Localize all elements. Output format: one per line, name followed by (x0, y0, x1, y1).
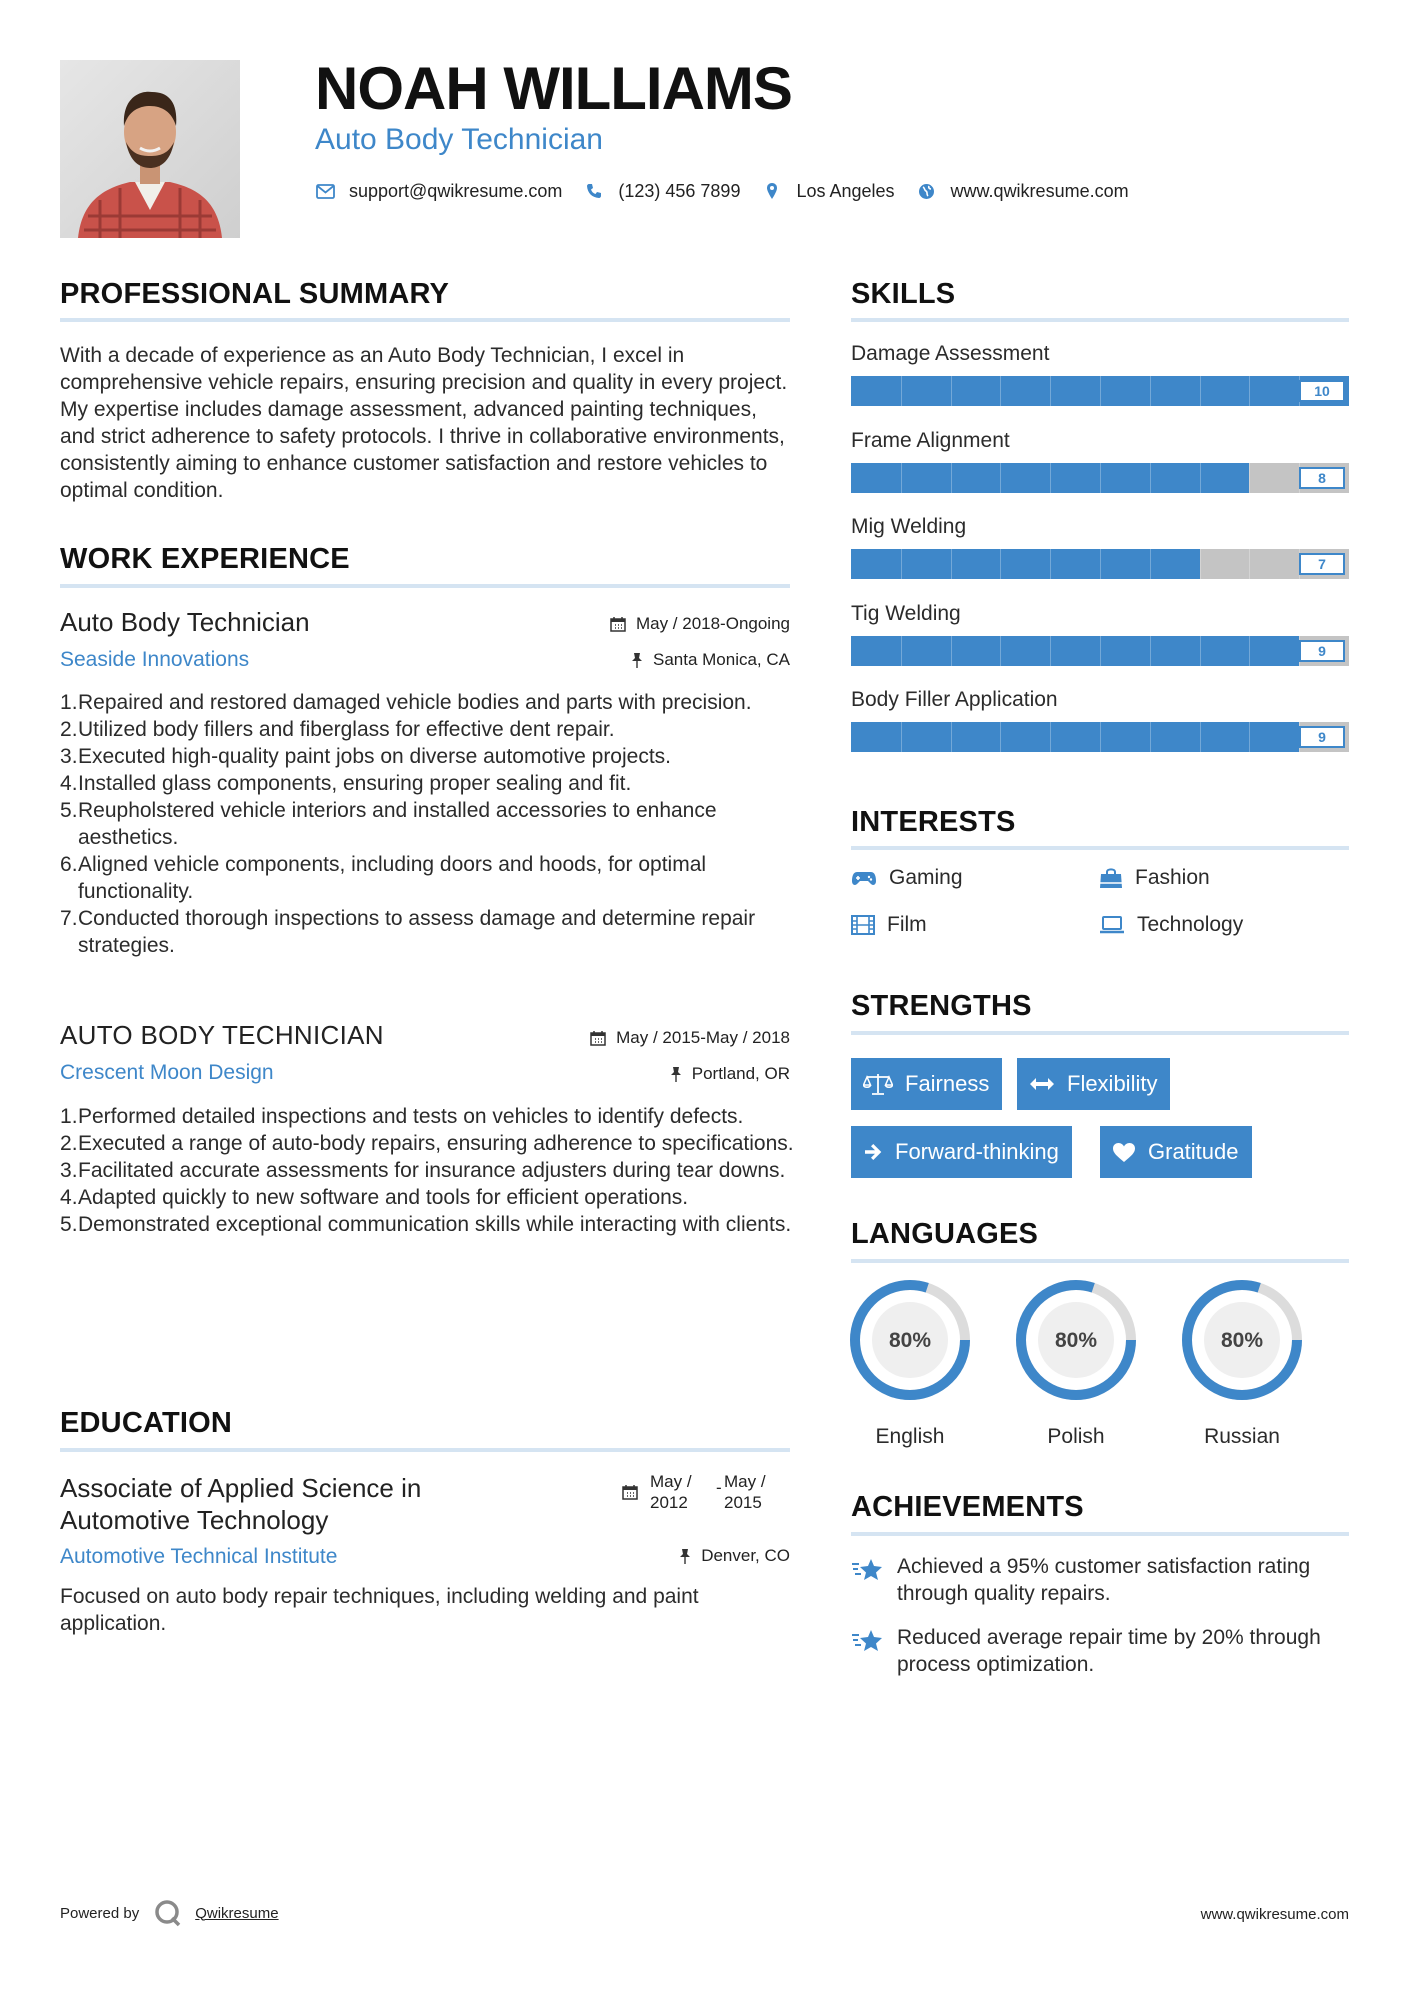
skill-bar-segment (1249, 722, 1250, 752)
skill-row (851, 513, 1349, 579)
skill-bar-segment (1100, 722, 1101, 752)
skill-bar-segment (1200, 463, 1201, 493)
duty-item: Reupholstered vehicle interiors and installed accessories to enhance aesthetics. (78, 799, 717, 849)
duty-item: Repaired and restored damaged vehicle bodies and parts with precision. (78, 691, 752, 714)
skill-bar-segment (1150, 722, 1151, 752)
education-location (520, 1546, 790, 1566)
duty-item: Conducted thorough inspections to assess damage and determine repair strategies. (78, 907, 756, 957)
footer-url[interactable]: www.qwikresume.com (1200, 1906, 1349, 1923)
experience-heading: WORK EXPERIENCE (60, 543, 350, 575)
skill-bar-segment (1249, 549, 1250, 579)
education-description: Focused on auto body repair techniques, including welding and paint application. (60, 1585, 699, 1635)
skill-bar-segment (1100, 376, 1101, 406)
skill-bar-segment (951, 636, 952, 666)
skill-bar-segment (951, 722, 952, 752)
language-name: English (875, 1425, 945, 1448)
skill-bar-fill (851, 636, 1299, 666)
strength-forward-thinking (851, 1126, 1072, 1178)
skills-divider (851, 318, 1349, 322)
skill-bar-segment (901, 636, 902, 666)
skill-bar-segment (1100, 463, 1101, 493)
skill-bar-segment (1200, 376, 1201, 406)
skill-name: Mig Welding (851, 515, 967, 538)
pushpin-icon (631, 652, 643, 669)
skill-bar-segment (1150, 549, 1151, 579)
skill-bar-segment (1000, 636, 1001, 666)
strength-label: Flexibility (1067, 1071, 1158, 1096)
heart-icon (1112, 1142, 1136, 1163)
achievement-item-2 (851, 1624, 1349, 1678)
phone-icon (584, 181, 604, 201)
job-1-location-text: Santa Monica, CA (652, 650, 790, 669)
education-start-year: 2012 (650, 1493, 688, 1512)
duty-item: Utilized body fillers and fiberglass for effective dent repair. (78, 718, 615, 741)
skill-name: Body Filler Application (851, 688, 1058, 711)
job-1-location (520, 650, 790, 670)
skills-heading: SKILLS (851, 278, 956, 310)
strength-gratitude (1100, 1126, 1252, 1178)
interest-technology (1099, 913, 1243, 937)
strengths-divider (851, 1031, 1349, 1035)
skill-bar-segment (1000, 376, 1001, 406)
skill-bar-segment (901, 722, 902, 752)
language-item (1014, 1278, 1138, 1449)
language-ring (1180, 1278, 1304, 1402)
skill-bar-segment (1150, 636, 1151, 666)
duty-item: Performed detailed inspections and tests on vehicles to identify defects. (78, 1105, 744, 1128)
achievements-heading: ACHIEVEMENTS (851, 1491, 1084, 1523)
summary-divider (60, 318, 790, 322)
skill-bar-segment (1200, 636, 1201, 666)
job-2-dates-text: May / 2015-May / 2018 (616, 1028, 790, 1047)
skill-level-badge: 9 (1299, 726, 1345, 748)
skill-bar (851, 376, 1349, 406)
website-text: www.qwikresume.com (950, 180, 1129, 201)
summary-heading: PROFESSIONAL SUMMARY (60, 278, 450, 310)
pushpin-icon (679, 1548, 691, 1565)
skill-name: Tig Welding (851, 601, 961, 625)
skill-row (851, 686, 1349, 752)
candidate-title: Auto Body Technician (315, 123, 603, 156)
strengths-heading: STRENGTHS (851, 990, 1032, 1022)
contact-location (762, 181, 894, 202)
phone-text: (123) 456 7899 (618, 180, 741, 201)
language-name: Polish (1047, 1425, 1105, 1448)
skill-name: Frame Alignment (851, 428, 1010, 452)
skill-bar-segment (1200, 549, 1201, 579)
skill-bar (851, 463, 1349, 493)
skill-bar-segment (1050, 463, 1051, 493)
map-marker-icon (762, 181, 782, 201)
skill-bar-segment (1150, 463, 1151, 493)
laptop-icon (1099, 916, 1125, 934)
duty-item: Facilitated accurate assessments for insurance adjusters during tear downs. (78, 1159, 786, 1182)
skill-bar-segment (1050, 722, 1051, 752)
calendar-icon (590, 1030, 606, 1046)
skill-bar-segment (1100, 636, 1101, 666)
skill-bar-segment (1100, 549, 1101, 579)
skill-bar-fill (851, 549, 1200, 579)
interest-label: Fashion (1135, 866, 1210, 889)
skill-level-badge: 8 (1299, 467, 1345, 489)
skill-bar-segment (901, 376, 902, 406)
shopping-bag-icon (1099, 867, 1123, 889)
strength-label: Forward-thinking (895, 1139, 1059, 1164)
duty-item: Installed glass components, ensuring proper sealing and fit. (78, 772, 632, 795)
skill-bar-segment (1200, 722, 1201, 752)
education-heading: EDUCATION (60, 1407, 233, 1439)
qwikresume-logo-icon (153, 1898, 183, 1928)
job-1-title: Auto Body Technician (60, 607, 310, 637)
strength-label: Fairness (905, 1071, 990, 1096)
duty-item: Executed high-quality paint jobs on diverse automotive projects. (78, 745, 672, 768)
footer-powered (60, 1898, 279, 1928)
pushpin-icon (670, 1066, 682, 1083)
skill-row (851, 427, 1349, 493)
language-name: Russian (1204, 1425, 1280, 1448)
strength-flexibility (1017, 1058, 1170, 1110)
interest-label: Gaming (889, 866, 963, 889)
calendar-icon (622, 1484, 638, 1500)
skill-bar-segment (951, 376, 952, 406)
film-icon (851, 915, 875, 935)
contact-phone[interactable] (584, 181, 740, 202)
languages-heading: LANGUAGES (851, 1218, 1039, 1250)
interests-divider (851, 846, 1349, 850)
qwikresume-link[interactable]: Qwikresume (195, 1904, 279, 1922)
experience-divider (60, 584, 790, 588)
achievement-item-1 (851, 1553, 1349, 1607)
skill-bar-segment (1050, 636, 1051, 666)
skill-bar-segment (1000, 549, 1001, 579)
skill-bar-segment (901, 463, 902, 493)
profile-photo (60, 60, 240, 238)
strength-label: Gratitude (1148, 1139, 1239, 1164)
candidate-name: NOAH WILLIAMS (315, 55, 792, 122)
achievement-text: Reduced average repair time by 20% through process optimization. (897, 1626, 1321, 1676)
skill-bar-segment (1249, 376, 1250, 406)
contact-website[interactable] (917, 181, 1129, 202)
skill-level-badge: 9 (1299, 640, 1345, 662)
skill-bar-segment (1150, 376, 1151, 406)
duty-item: Demonstrated exceptional communication skills while interacting with clients. (78, 1213, 792, 1236)
language-item (1180, 1278, 1304, 1449)
shooting-star-icon (851, 1555, 885, 1585)
summary-text: With a decade of experience as an Auto Body Technician, I excel in comprehensive vehicle repairs, ensuring precision and quality in every project. My expertise includes damage assessment, advanced painting techniques, and strict adherence to safety protocols. I thrive in collaborative environments, consistently aiming to enhance customer satisfaction and restore vehicles to optimal condition. (60, 344, 788, 502)
skill-bar (851, 722, 1349, 752)
interests-heading: INTERESTS (851, 806, 1016, 838)
job-2-dates (480, 1028, 790, 1048)
skill-bar-segment (1000, 463, 1001, 493)
skill-bar-segment (951, 463, 952, 493)
job-1-company: Seaside Innovations (60, 648, 250, 671)
language-ring (1014, 1278, 1138, 1402)
education-degree-line2: Automotive Technology (60, 1505, 329, 1535)
job-1-dates-text: May / 2018-Ongoing (635, 614, 790, 633)
skill-name: Damage Assessment (851, 342, 1050, 365)
envelope-icon (315, 181, 335, 201)
arrow-right-icon (863, 1142, 883, 1162)
job-1-dates (520, 614, 790, 634)
skill-bar (851, 636, 1349, 666)
job-2-title: AUTO BODY TECHNICIAN (60, 1020, 384, 1050)
job-2-company: Crescent Moon Design (60, 1061, 274, 1084)
duty-item: Executed a range of auto-body repairs, ensuring adherence to specifications. (78, 1132, 794, 1155)
education-school: Automotive Technical Institute (60, 1545, 338, 1568)
globe-icon (917, 181, 937, 201)
education-location-text: Denver, CO (701, 1546, 790, 1565)
contact-bar (315, 176, 1151, 206)
calendar-icon (610, 616, 626, 632)
skill-bar-segment (1050, 376, 1051, 406)
gamepad-icon (851, 869, 877, 887)
job-2-duties (60, 1103, 800, 1238)
education-divider (60, 1448, 790, 1452)
skill-bar-segment (1249, 636, 1250, 666)
email-text: support@qwikresume.com (349, 180, 563, 201)
skill-row (851, 600, 1349, 666)
education-end-month: May / (724, 1472, 766, 1491)
interest-label: Film (887, 913, 927, 936)
skill-level-badge: 10 (1299, 380, 1345, 402)
language-percent: 80% (1054, 1329, 1098, 1352)
powered-by-label: Powered by (60, 1904, 140, 1922)
achievement-text: Achieved a 95% customer satisfaction rating through quality repairs. (897, 1555, 1311, 1605)
skill-level-badge: 7 (1299, 553, 1345, 575)
language-percent: 80% (1220, 1329, 1264, 1352)
balance-scale-icon (863, 1072, 893, 1096)
education-degree-line1: Associate of Applied Science in (60, 1473, 422, 1503)
language-percent: 80% (888, 1329, 932, 1352)
skill-bar-segment (901, 549, 902, 579)
languages-divider (851, 1259, 1349, 1263)
education-start-month: May / (650, 1472, 692, 1491)
job-2-location-text: Portland, OR (691, 1064, 790, 1083)
job-2-location (520, 1064, 790, 1084)
skill-row (851, 340, 1349, 406)
interest-film (851, 913, 927, 937)
achievements-divider (851, 1532, 1349, 1536)
shooting-star-icon (851, 1626, 885, 1656)
skill-bar-segment (951, 549, 952, 579)
job-1-duties (60, 689, 800, 959)
arrows-horizontal-icon (1029, 1076, 1055, 1092)
strength-fairness (851, 1058, 1002, 1110)
interest-gaming (851, 866, 963, 890)
interest-label: Technology (1137, 913, 1244, 936)
education-dates (622, 1472, 792, 1516)
language-ring (848, 1278, 972, 1402)
duty-item: Adapted quickly to new software and tools for efficient operations. (78, 1186, 689, 1209)
education-end-year: 2015 (724, 1493, 762, 1512)
interest-fashion (1099, 866, 1210, 890)
contact-email[interactable] (315, 181, 562, 202)
location-text: Los Angeles (796, 180, 895, 201)
skill-bar-segment (1249, 463, 1250, 493)
languages-list (848, 1278, 1348, 1448)
skill-bar-segment (1050, 549, 1051, 579)
skill-bar-segment (1000, 722, 1001, 752)
language-item (848, 1278, 972, 1449)
education-date-dash: - (716, 1478, 722, 1497)
skill-bar (851, 549, 1349, 579)
duty-item: Aligned vehicle components, including doors and hoods, for optimal functionality. (78, 853, 707, 903)
skill-bar-fill (851, 722, 1299, 752)
